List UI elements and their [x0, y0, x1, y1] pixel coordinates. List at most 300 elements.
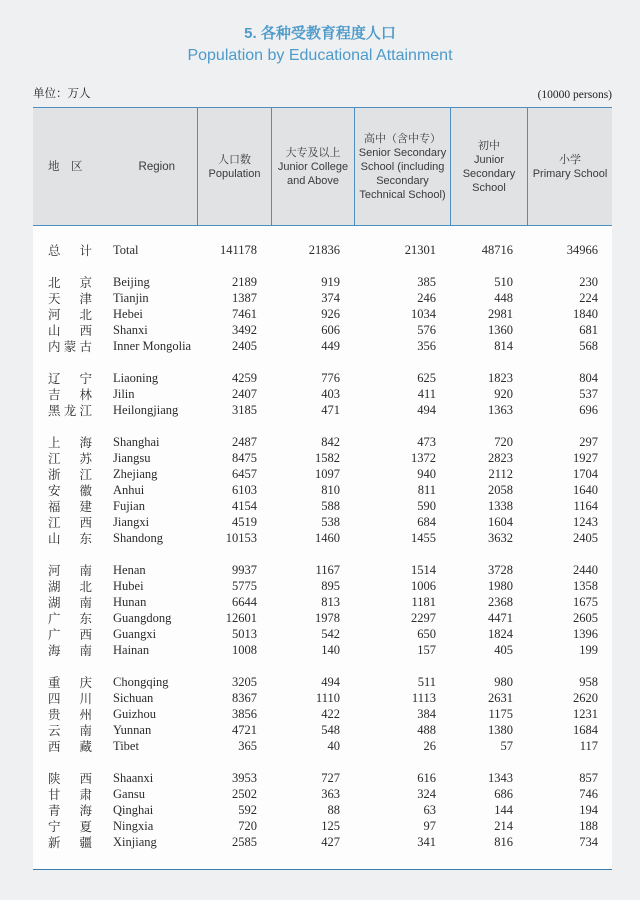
region-name-en: Shanxi: [113, 322, 148, 337]
table-row: [33, 386, 612, 402]
column-header-region-zh: 地 区: [48, 160, 83, 173]
value-cell: 1231: [573, 706, 598, 721]
value-cell: 1980: [488, 578, 513, 593]
value-cell: 297: [579, 434, 598, 449]
value-cell: 1243: [573, 514, 598, 529]
region-name-en: Yunnan: [113, 722, 152, 737]
value-cell: 681: [579, 322, 598, 337]
column-header-zh: 初中: [478, 139, 500, 152]
value-cell: 1823: [488, 370, 513, 385]
region-name-zh-char: 宁: [79, 372, 92, 386]
value-cell: 842: [321, 434, 340, 449]
value-cell: 7461: [232, 306, 257, 321]
value-cell: 940: [417, 466, 436, 481]
value-cell: 26: [423, 738, 436, 753]
value-cell: 21836: [308, 242, 340, 257]
value-cell: 88: [327, 802, 340, 817]
value-cell: 1363: [488, 402, 513, 417]
value-cell: 2823: [488, 450, 513, 465]
value-cell: 224: [579, 290, 598, 305]
table-row: [33, 594, 612, 610]
value-cell: 810: [321, 482, 340, 497]
table-row: [33, 834, 612, 850]
value-cell: 625: [417, 370, 436, 385]
value-cell: 2585: [232, 834, 257, 849]
table-row: [33, 498, 612, 514]
value-cell: 1460: [315, 530, 340, 545]
region-name-zh-char: 东: [79, 532, 92, 546]
value-cell: 1640: [573, 482, 598, 497]
region-name-zh-char: 新: [48, 836, 61, 850]
value-cell: 537: [579, 386, 598, 401]
table-row: [33, 514, 612, 530]
region-name-zh-char: 江: [79, 468, 92, 482]
value-cell: 1372: [411, 450, 436, 465]
value-cell: 21301: [404, 242, 436, 257]
value-cell: 2112: [488, 466, 513, 481]
unit-label-right: (10000 persons): [537, 89, 612, 101]
table-row: [33, 306, 612, 322]
table-row: [33, 770, 612, 786]
value-cell: 684: [417, 514, 436, 529]
value-cell: 2407: [232, 386, 257, 401]
value-cell: 511: [417, 674, 436, 689]
region-name-en: Chongqing: [113, 674, 169, 689]
region-name-zh-char: 徽: [79, 484, 92, 498]
value-cell: 403: [321, 386, 340, 401]
region-name-en: Tibet: [113, 738, 139, 753]
value-cell: 384: [417, 706, 436, 721]
value-cell: 568: [579, 338, 598, 353]
value-cell: 816: [494, 834, 513, 849]
region-name-zh-char: 海: [79, 436, 92, 450]
region-name-zh: [48, 337, 92, 355]
value-cell: 63: [423, 802, 436, 817]
value-cell: 473: [417, 434, 436, 449]
region-name-zh-char: 青: [48, 804, 61, 818]
region-name-zh-char: 北: [79, 308, 92, 322]
region-name-zh-char: 云: [48, 724, 61, 738]
value-cell: 471: [321, 402, 340, 417]
column-header-region: [33, 108, 197, 225]
table-row: [33, 562, 612, 578]
region-name-zh-char: 天: [48, 292, 61, 306]
region-name-en: Ningxia: [113, 818, 154, 833]
value-cell: 3728: [488, 562, 513, 577]
region-name-zh-char: 南: [79, 596, 92, 610]
table-row: [33, 818, 612, 834]
value-cell: 576: [417, 322, 436, 337]
value-cell: 8475: [232, 450, 257, 465]
table-row: [33, 434, 612, 450]
value-cell: 12601: [225, 610, 257, 625]
value-cell: 1380: [488, 722, 513, 737]
value-cell: 356: [417, 338, 436, 353]
region-cell: [33, 337, 197, 355]
value-cell: 2368: [488, 594, 513, 609]
region-name-zh-char: 广: [48, 628, 61, 642]
table-row: [33, 674, 612, 690]
value-cell: 117: [579, 738, 598, 753]
region-name-zh-char: 四: [48, 692, 61, 706]
value-cell: 2058: [488, 482, 513, 497]
region-name-zh-char: 京: [79, 276, 92, 290]
region-name-zh-char: 林: [79, 388, 92, 402]
region-cell: [33, 401, 197, 419]
region-name-en: Qinghai: [113, 802, 154, 817]
value-cell: 776: [321, 370, 340, 385]
region-name-zh-char: 庆: [79, 676, 92, 690]
table-row: [33, 402, 612, 418]
region-name-zh-char: 西: [79, 324, 92, 338]
column-header-en: Senior Secondary School (including Secondary Technical School): [358, 146, 447, 201]
region-name-zh: [48, 401, 92, 419]
region-name-zh-char: 黑: [48, 404, 61, 418]
table-row: [33, 370, 612, 386]
region-name-zh-char: 陕: [48, 772, 61, 786]
region-name-zh-char: 北: [79, 580, 92, 594]
value-cell: 494: [321, 674, 340, 689]
region-cell: [33, 529, 197, 547]
value-cell: 696: [579, 402, 598, 417]
value-cell: 1097: [315, 466, 340, 481]
value-cell: 1396: [573, 626, 598, 641]
region-name-zh-char: 东: [79, 612, 92, 626]
value-cell: 3492: [232, 322, 257, 337]
table-row: [33, 642, 612, 658]
value-cell: 40: [327, 738, 340, 753]
value-cell: 422: [321, 706, 340, 721]
value-cell: 2620: [573, 690, 598, 705]
column-header-2: [354, 108, 450, 225]
unit-label-left: 单位：万人: [33, 88, 91, 100]
region-name-en: Hubei: [113, 578, 144, 593]
value-cell: 926: [321, 306, 340, 321]
province-group-0: [33, 274, 612, 354]
value-cell: 616: [417, 770, 436, 785]
value-cell: 1604: [488, 514, 513, 529]
region-name-en: Shanghai: [113, 434, 160, 449]
value-cell: 385: [417, 274, 436, 289]
value-cell: 4721: [232, 722, 257, 737]
region-name-zh-char: 山: [48, 532, 61, 546]
region-name-zh-char: 福: [48, 500, 61, 514]
region-name-zh-char: 河: [48, 308, 61, 322]
region-name-zh-char: 南: [79, 724, 92, 738]
value-cell: 588: [321, 498, 340, 513]
value-cell: 144: [494, 802, 513, 817]
value-cell: 4471: [488, 610, 513, 625]
value-cell: 214: [494, 818, 513, 833]
value-cell: 919: [321, 274, 340, 289]
value-cell: 1514: [411, 562, 436, 577]
value-cell: 3953: [232, 770, 257, 785]
region-name-zh-char: 藏: [79, 740, 92, 754]
region-name-zh-char: 南: [79, 644, 92, 658]
region-name-zh-char: 吉: [48, 388, 61, 402]
table-row: [33, 482, 612, 498]
region-name-en: Jilin: [113, 386, 135, 401]
region-name-zh-char: 计: [79, 244, 92, 258]
province-group-3: [33, 562, 612, 658]
value-cell: 958: [579, 674, 598, 689]
region-name-zh-char: 州: [79, 708, 92, 722]
value-cell: 1360: [488, 322, 513, 337]
region-name-zh-char: 肃: [79, 788, 92, 802]
value-cell: 2405: [232, 338, 257, 353]
region-name-en: Heilongjiang: [113, 402, 179, 417]
table-row: [33, 290, 612, 306]
unit-row: [33, 85, 612, 101]
value-cell: 920: [494, 386, 513, 401]
value-cell: 365: [238, 738, 257, 753]
value-cell: 650: [417, 626, 436, 641]
region-name-en: Xinjiang: [113, 834, 157, 849]
region-name-zh-char: 建: [79, 500, 92, 514]
region-name-zh-char: 内: [48, 340, 61, 354]
value-cell: 1840: [573, 306, 598, 321]
value-cell: 494: [417, 402, 436, 417]
value-cell: 2631: [488, 690, 513, 705]
value-cell: 2487: [232, 434, 257, 449]
region-name-zh-char: 西: [48, 740, 61, 754]
value-cell: 4259: [232, 370, 257, 385]
region-name-zh-char: 海: [79, 804, 92, 818]
value-cell: 246: [417, 290, 436, 305]
region-name-zh-char: 贵: [48, 708, 61, 722]
value-cell: 2502: [232, 786, 257, 801]
value-cell: 34966: [566, 242, 598, 257]
region-cell: [33, 641, 197, 659]
table-row: [33, 530, 612, 546]
value-cell: 3205: [232, 674, 257, 689]
value-cell: 97: [423, 818, 436, 833]
region-name-en: Anhui: [113, 482, 145, 497]
value-cell: 363: [321, 786, 340, 801]
value-cell: 141178: [219, 242, 257, 257]
region-name-zh: [48, 833, 92, 851]
value-cell: 857: [579, 770, 598, 785]
province-group-1: [33, 370, 612, 418]
value-cell: 488: [417, 722, 436, 737]
province-group-5: [33, 770, 612, 850]
region-name-zh-char: 苏: [79, 452, 92, 466]
region-name-en: Guizhou: [113, 706, 157, 721]
table-row: [33, 738, 612, 754]
value-cell: 813: [321, 594, 340, 609]
region-cell: [33, 241, 197, 259]
region-name-zh-char: 古: [79, 340, 92, 354]
region-name-en: Inner Mongolia: [113, 338, 192, 353]
column-header-4: [527, 108, 612, 225]
column-header-0: [197, 108, 271, 225]
value-cell: 5775: [232, 578, 257, 593]
value-cell: 230: [579, 274, 598, 289]
value-cell: 2297: [411, 610, 436, 625]
value-cell: 4154: [232, 498, 257, 513]
value-cell: 6644: [232, 594, 257, 609]
region-name-zh-char: 夏: [79, 820, 92, 834]
column-header-en: Junior College and Above: [277, 160, 349, 187]
value-cell: 3856: [232, 706, 257, 721]
value-cell: 1358: [573, 578, 598, 593]
value-cell: 811: [417, 482, 436, 497]
value-cell: 720: [238, 818, 257, 833]
region-name-en: Shaanxi: [113, 770, 154, 785]
region-name-en: Guangxi: [113, 626, 157, 641]
value-cell: 448: [494, 290, 513, 305]
region-name-zh-char: 江: [79, 404, 92, 418]
value-cell: 449: [321, 338, 340, 353]
value-cell: 1978: [315, 610, 340, 625]
table-row: [33, 802, 612, 818]
value-cell: 510: [494, 274, 513, 289]
population-table: [33, 107, 612, 870]
value-cell: 1387: [232, 290, 257, 305]
total-row: [33, 242, 612, 258]
value-cell: 405: [494, 642, 513, 657]
value-cell: 746: [579, 786, 598, 801]
value-cell: 1582: [315, 450, 340, 465]
value-cell: 199: [579, 642, 598, 657]
region-name-zh-char: 西: [79, 516, 92, 530]
value-cell: 2405: [573, 530, 598, 545]
value-cell: 1175: [488, 706, 513, 721]
column-header-en: Population: [208, 167, 261, 180]
region-name-zh-char: 浙: [48, 468, 61, 482]
region-name-en: Total: [113, 242, 139, 257]
table-row: [33, 722, 612, 738]
region-name-en: Fujian: [113, 498, 145, 513]
region-name-zh-char: 北: [48, 276, 61, 290]
region-name-zh-char: 宁: [48, 820, 61, 834]
value-cell: 1684: [573, 722, 598, 737]
value-cell: 548: [321, 722, 340, 737]
value-cell: 686: [494, 786, 513, 801]
value-cell: 374: [321, 290, 340, 305]
table-row: [33, 338, 612, 354]
value-cell: 6457: [232, 466, 257, 481]
value-cell: 9937: [232, 562, 257, 577]
region-name-en: Shandong: [113, 530, 163, 545]
table-row: [33, 322, 612, 338]
value-cell: 727: [321, 770, 340, 785]
region-name-zh-char: 山: [48, 324, 61, 338]
value-cell: 3185: [232, 402, 257, 417]
value-cell: 48716: [481, 242, 513, 257]
value-cell: 1455: [411, 530, 436, 545]
value-cell: 538: [321, 514, 340, 529]
table-row: [33, 450, 612, 466]
column-header-3: [450, 108, 527, 225]
value-cell: 2981: [488, 306, 513, 321]
value-cell: 734: [579, 834, 598, 849]
value-cell: 720: [494, 434, 513, 449]
region-name-en: Hainan: [113, 642, 150, 657]
value-cell: 1338: [488, 498, 513, 513]
region-name-zh: [48, 529, 92, 547]
value-cell: 1181: [411, 594, 436, 609]
region-name-en: Hunan: [113, 594, 147, 609]
value-cell: 2605: [573, 610, 598, 625]
value-cell: 804: [579, 370, 598, 385]
region-name-zh-char: 安: [48, 484, 61, 498]
value-cell: 1034: [411, 306, 436, 321]
column-header-en: Junior Secondary School: [462, 153, 516, 194]
value-cell: 341: [417, 834, 436, 849]
region-name-zh-char: 辽: [48, 372, 61, 386]
region-name-en: Beijing: [113, 274, 150, 289]
region-name-zh-char: 甘: [48, 788, 61, 802]
region-name-en: Zhejiang: [113, 466, 158, 481]
region-cell: [33, 833, 197, 851]
value-cell: 125: [321, 818, 340, 833]
table-row: [33, 706, 612, 722]
value-cell: 1675: [573, 594, 598, 609]
value-cell: 1164: [573, 498, 598, 513]
value-cell: 1167: [315, 562, 340, 577]
table-row: [33, 274, 612, 290]
value-cell: 3632: [488, 530, 513, 545]
table-row: [33, 610, 612, 626]
region-name-en: Jiangxi: [113, 514, 150, 529]
table-row: [33, 466, 612, 482]
value-cell: 427: [321, 834, 340, 849]
page-title-zh: 5. 各种受教育程度人口: [244, 25, 396, 42]
value-cell: 10153: [225, 530, 257, 545]
value-cell: 1927: [573, 450, 598, 465]
column-header-en: Primary School: [532, 167, 608, 180]
region-name-en: Gansu: [113, 786, 145, 801]
region-name-zh-char: 疆: [79, 836, 92, 850]
column-header-zh: 高中（含中专）: [364, 132, 441, 145]
value-cell: 1824: [488, 626, 513, 641]
region-name-zh-char: 津: [79, 292, 92, 306]
region-name-zh: [48, 241, 92, 259]
province-group-4: [33, 674, 612, 754]
value-cell: 57: [500, 738, 513, 753]
value-cell: 592: [238, 802, 257, 817]
region-name-zh-char: 河: [48, 564, 61, 578]
region-name-zh-char: 海: [48, 644, 61, 658]
region-name-zh-char: 湖: [48, 580, 61, 594]
value-cell: 1704: [573, 466, 598, 481]
column-header-zh: 小学: [559, 153, 581, 166]
table-row: [33, 626, 612, 642]
region-name-zh-char: 蒙: [63, 340, 77, 354]
column-header-zh: 大专及以上: [285, 146, 341, 159]
region-name-zh-char: 西: [79, 628, 92, 642]
value-cell: 8367: [232, 690, 257, 705]
value-cell: 2189: [232, 274, 257, 289]
column-header-1: [271, 108, 354, 225]
table-row: [33, 578, 612, 594]
province-group-2: [33, 434, 612, 546]
region-name-zh-char: 南: [79, 564, 92, 578]
region-name-en: Liaoning: [113, 370, 159, 385]
value-cell: 606: [321, 322, 340, 337]
region-name-en: Henan: [113, 562, 146, 577]
region-name-zh-char: 西: [79, 772, 92, 786]
region-name-zh-char: 重: [48, 676, 61, 690]
value-cell: 980: [494, 674, 513, 689]
value-cell: 2440: [573, 562, 598, 577]
value-cell: 1008: [232, 642, 257, 657]
column-header-region-en: Region: [138, 160, 175, 173]
region-name-zh-char: 龙: [63, 404, 77, 418]
region-name-zh: [48, 737, 92, 755]
table-row: [33, 786, 612, 802]
